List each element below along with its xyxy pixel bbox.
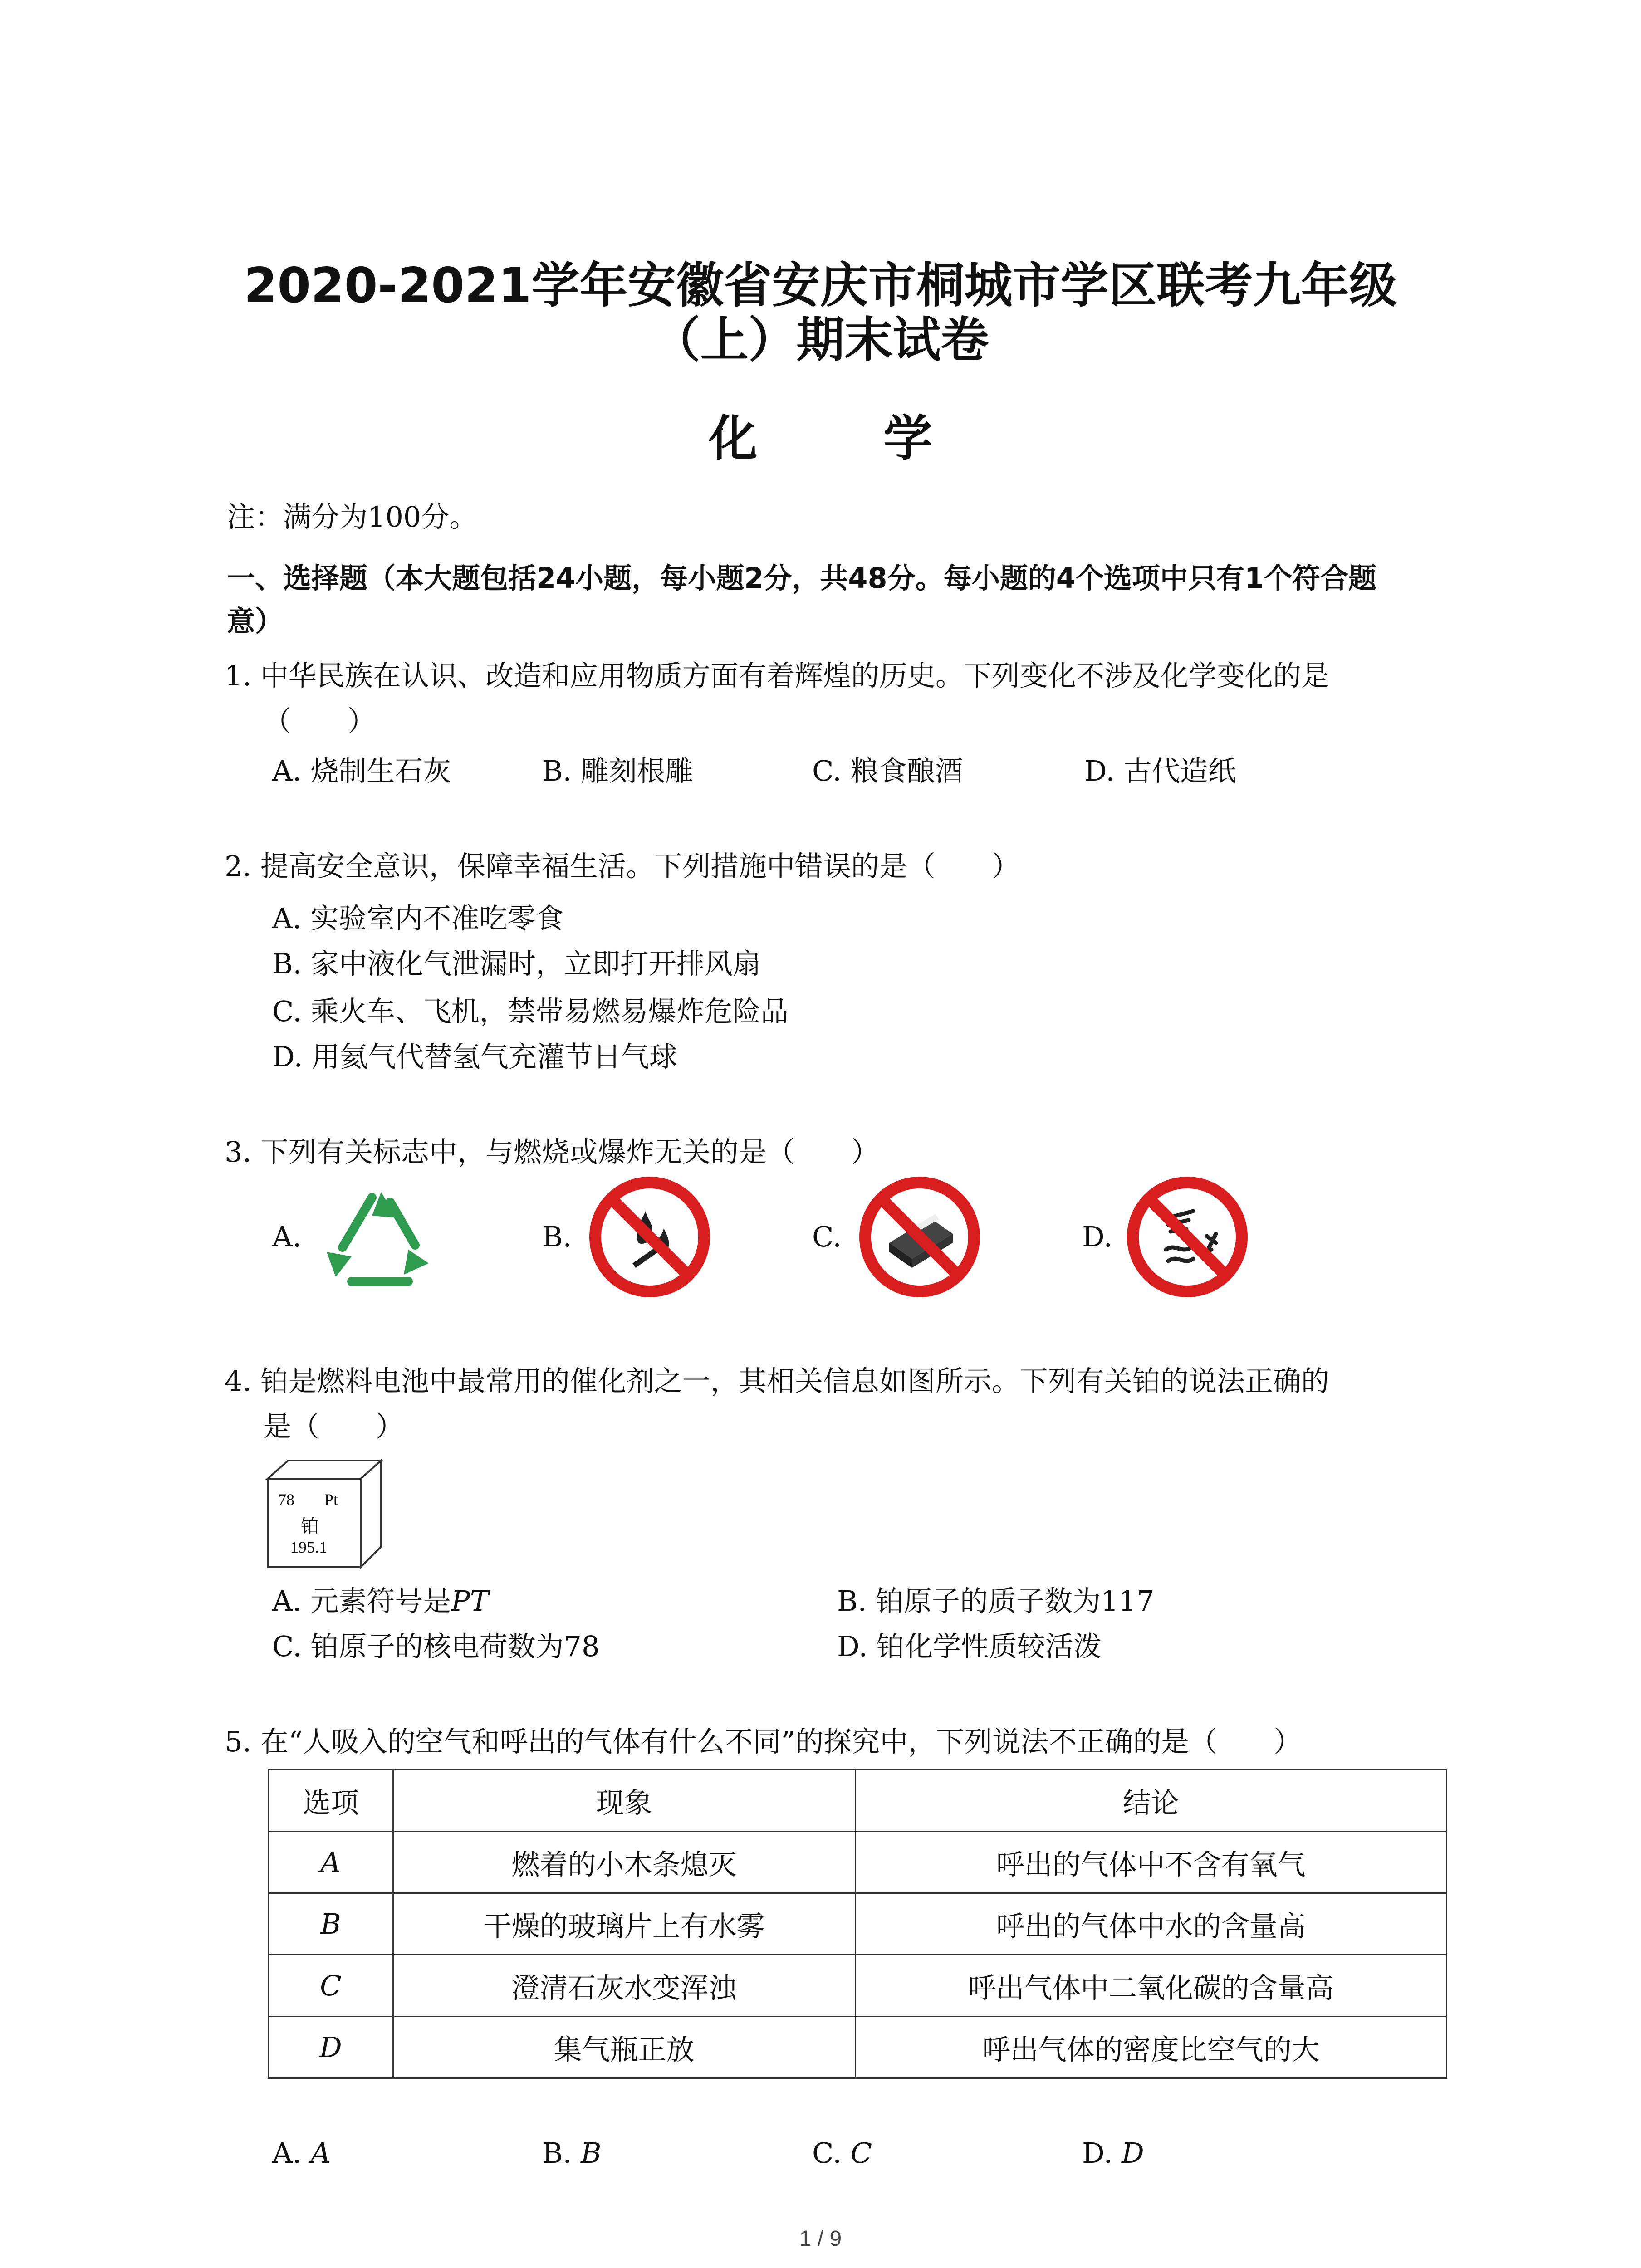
q5-option-c [812, 2136, 872, 2170]
element-cell-platinum [265, 1458, 383, 1569]
element-mass: 195.1 [290, 1538, 327, 1556]
q4-option-a-text: A. 元素符号是 [272, 1584, 451, 1618]
q2-option-d: D. 用氦气代替氢气充灌节日气球 [272, 1040, 677, 1073]
table-header-cell: 结论 [855, 1770, 1446, 1832]
q2-option-a: A. 实验室内不准吃零食 [272, 902, 564, 935]
table-header-cell: 选项 [269, 1770, 393, 1832]
q3-label-a: A. [272, 1220, 302, 1253]
table-header-cell: 现象 [393, 1770, 855, 1832]
section-heading: 一、选择题（本大题包括24小题，每小题2分，共48分。每小题的4个选项中只有1个符合题 [227, 562, 1376, 595]
table-cell-option: D [269, 2017, 393, 2078]
element-symbol: Pt [324, 1491, 338, 1509]
table-cell-conclusion: 呼出的气体中水的含量高 [855, 1893, 1446, 1955]
table-cell-phenomenon: 燃着的小木条熄灭 [393, 1832, 855, 1893]
q4-option-a-symbol: PT [451, 1584, 489, 1618]
table-cell-conclusion: 呼出的气体中不含有氧气 [855, 1832, 1446, 1893]
q3-stem: 3. 下列有关标志中，与燃烧或爆炸无关的是（ ） [225, 1135, 879, 1168]
q5-option-c-label: C. [812, 2136, 842, 2170]
table-cell-conclusion: 呼出气体的密度比空气的大 [855, 2017, 1446, 2078]
q4-stem-cont: 是（ ） [263, 1410, 404, 1443]
no-fireworks-icon [857, 1175, 982, 1300]
score-note: 注：满分为100分。 [227, 500, 478, 533]
q5-table [268, 1769, 1447, 2079]
q1-option-b: B. 雕刻根雕 [542, 754, 693, 787]
table-cell-phenomenon: 集气瓶正放 [393, 2017, 855, 2078]
table-row [269, 1955, 1447, 2017]
table-row [269, 2017, 1447, 2078]
q1-option-a: A. 烧制生石灰 [272, 754, 451, 787]
table-cell-option: A [269, 1832, 393, 1893]
q5-stem: 5. 在“人吸入的空气和呼出的气体有什么不同”的探究中，下列说法不正确的是（ ） [225, 1725, 1302, 1758]
q5-option-a [272, 2136, 331, 2170]
element-name: 铂 [301, 1516, 319, 1537]
table-header-row [269, 1770, 1447, 1832]
q3-label-b: B. [542, 1220, 572, 1253]
no-open-flame-icon [588, 1175, 712, 1300]
table-row [269, 1893, 1447, 1955]
table-cell-conclusion: 呼出气体中二氧化碳的含量高 [855, 1955, 1446, 2017]
q3-label-c: C. [812, 1220, 842, 1253]
q5-option-b-label: B. [542, 2136, 572, 2170]
table-cell-option: C [269, 1955, 393, 2017]
q2-option-c: C. 乘火车、飞机，禁带易燃易爆炸危险品 [272, 995, 789, 1028]
no-smoking-icon [1125, 1175, 1250, 1300]
q2-stem: 2. 提高安全意识，保障幸福生活。下列措施中错误的是（ ） [225, 850, 1020, 883]
q5-option-c-value: C [850, 2136, 872, 2170]
exam-title-line2: （上）期末试卷 [652, 312, 989, 368]
section-heading-cont: 意） [227, 605, 284, 638]
page-number: 1 / 9 [799, 2227, 842, 2251]
table-row [269, 1832, 1447, 1893]
q1-stem: 1. 中华民族在认识、改造和应用物质方面有着辉煌的历史。下列变化不涉及化学变化的是 [225, 659, 1329, 692]
q1-stem-cont: （ ） [263, 704, 376, 738]
recycle-icon [318, 1184, 440, 1297]
table-cell-option: B [269, 1893, 393, 1955]
q5-option-d-value: D [1121, 2136, 1144, 2170]
q5-option-d-label: D. [1082, 2136, 1113, 2170]
q1-option-d: D. 古代造纸 [1084, 754, 1236, 787]
q5-option-a-value: A [310, 2136, 331, 2170]
q2-option-b: B. 家中液化气泄漏时，立即打开排风扇 [272, 947, 761, 980]
q3-label-d: D. [1082, 1220, 1113, 1253]
element-atomic-number: 78 [278, 1491, 294, 1509]
subject-title: 化 学 [708, 411, 987, 467]
q4-option-d: D. 铂化学性质较活泼 [837, 1630, 1102, 1663]
q4-option-c: C. 铂原子的核电荷数为78 [272, 1630, 600, 1663]
q5-option-a-label: A. [272, 2136, 302, 2170]
q4-stem: 4. 铂是燃料电池中最常用的催化剂之一，其相关信息如图所示。下列有关铂的说法正确的 [225, 1364, 1329, 1398]
q1-option-c: C. 粮食酿酒 [812, 754, 963, 787]
q5-option-b-value: B [581, 2136, 602, 2170]
q5-option-b [542, 2136, 602, 2170]
q4-option-b: B. 铂原子的质子数为117 [837, 1584, 1155, 1618]
table-cell-phenomenon: 干燥的玻璃片上有水雾 [393, 1893, 855, 1955]
q5-option-d [1082, 2136, 1144, 2170]
exam-title-line1: 2020-2021学年安徽省安庆市桐城市学区联考九年级 [244, 258, 1397, 313]
q4-option-a [272, 1579, 489, 1619]
table-cell-phenomenon: 澄清石灰水变浑浊 [393, 1955, 855, 2017]
